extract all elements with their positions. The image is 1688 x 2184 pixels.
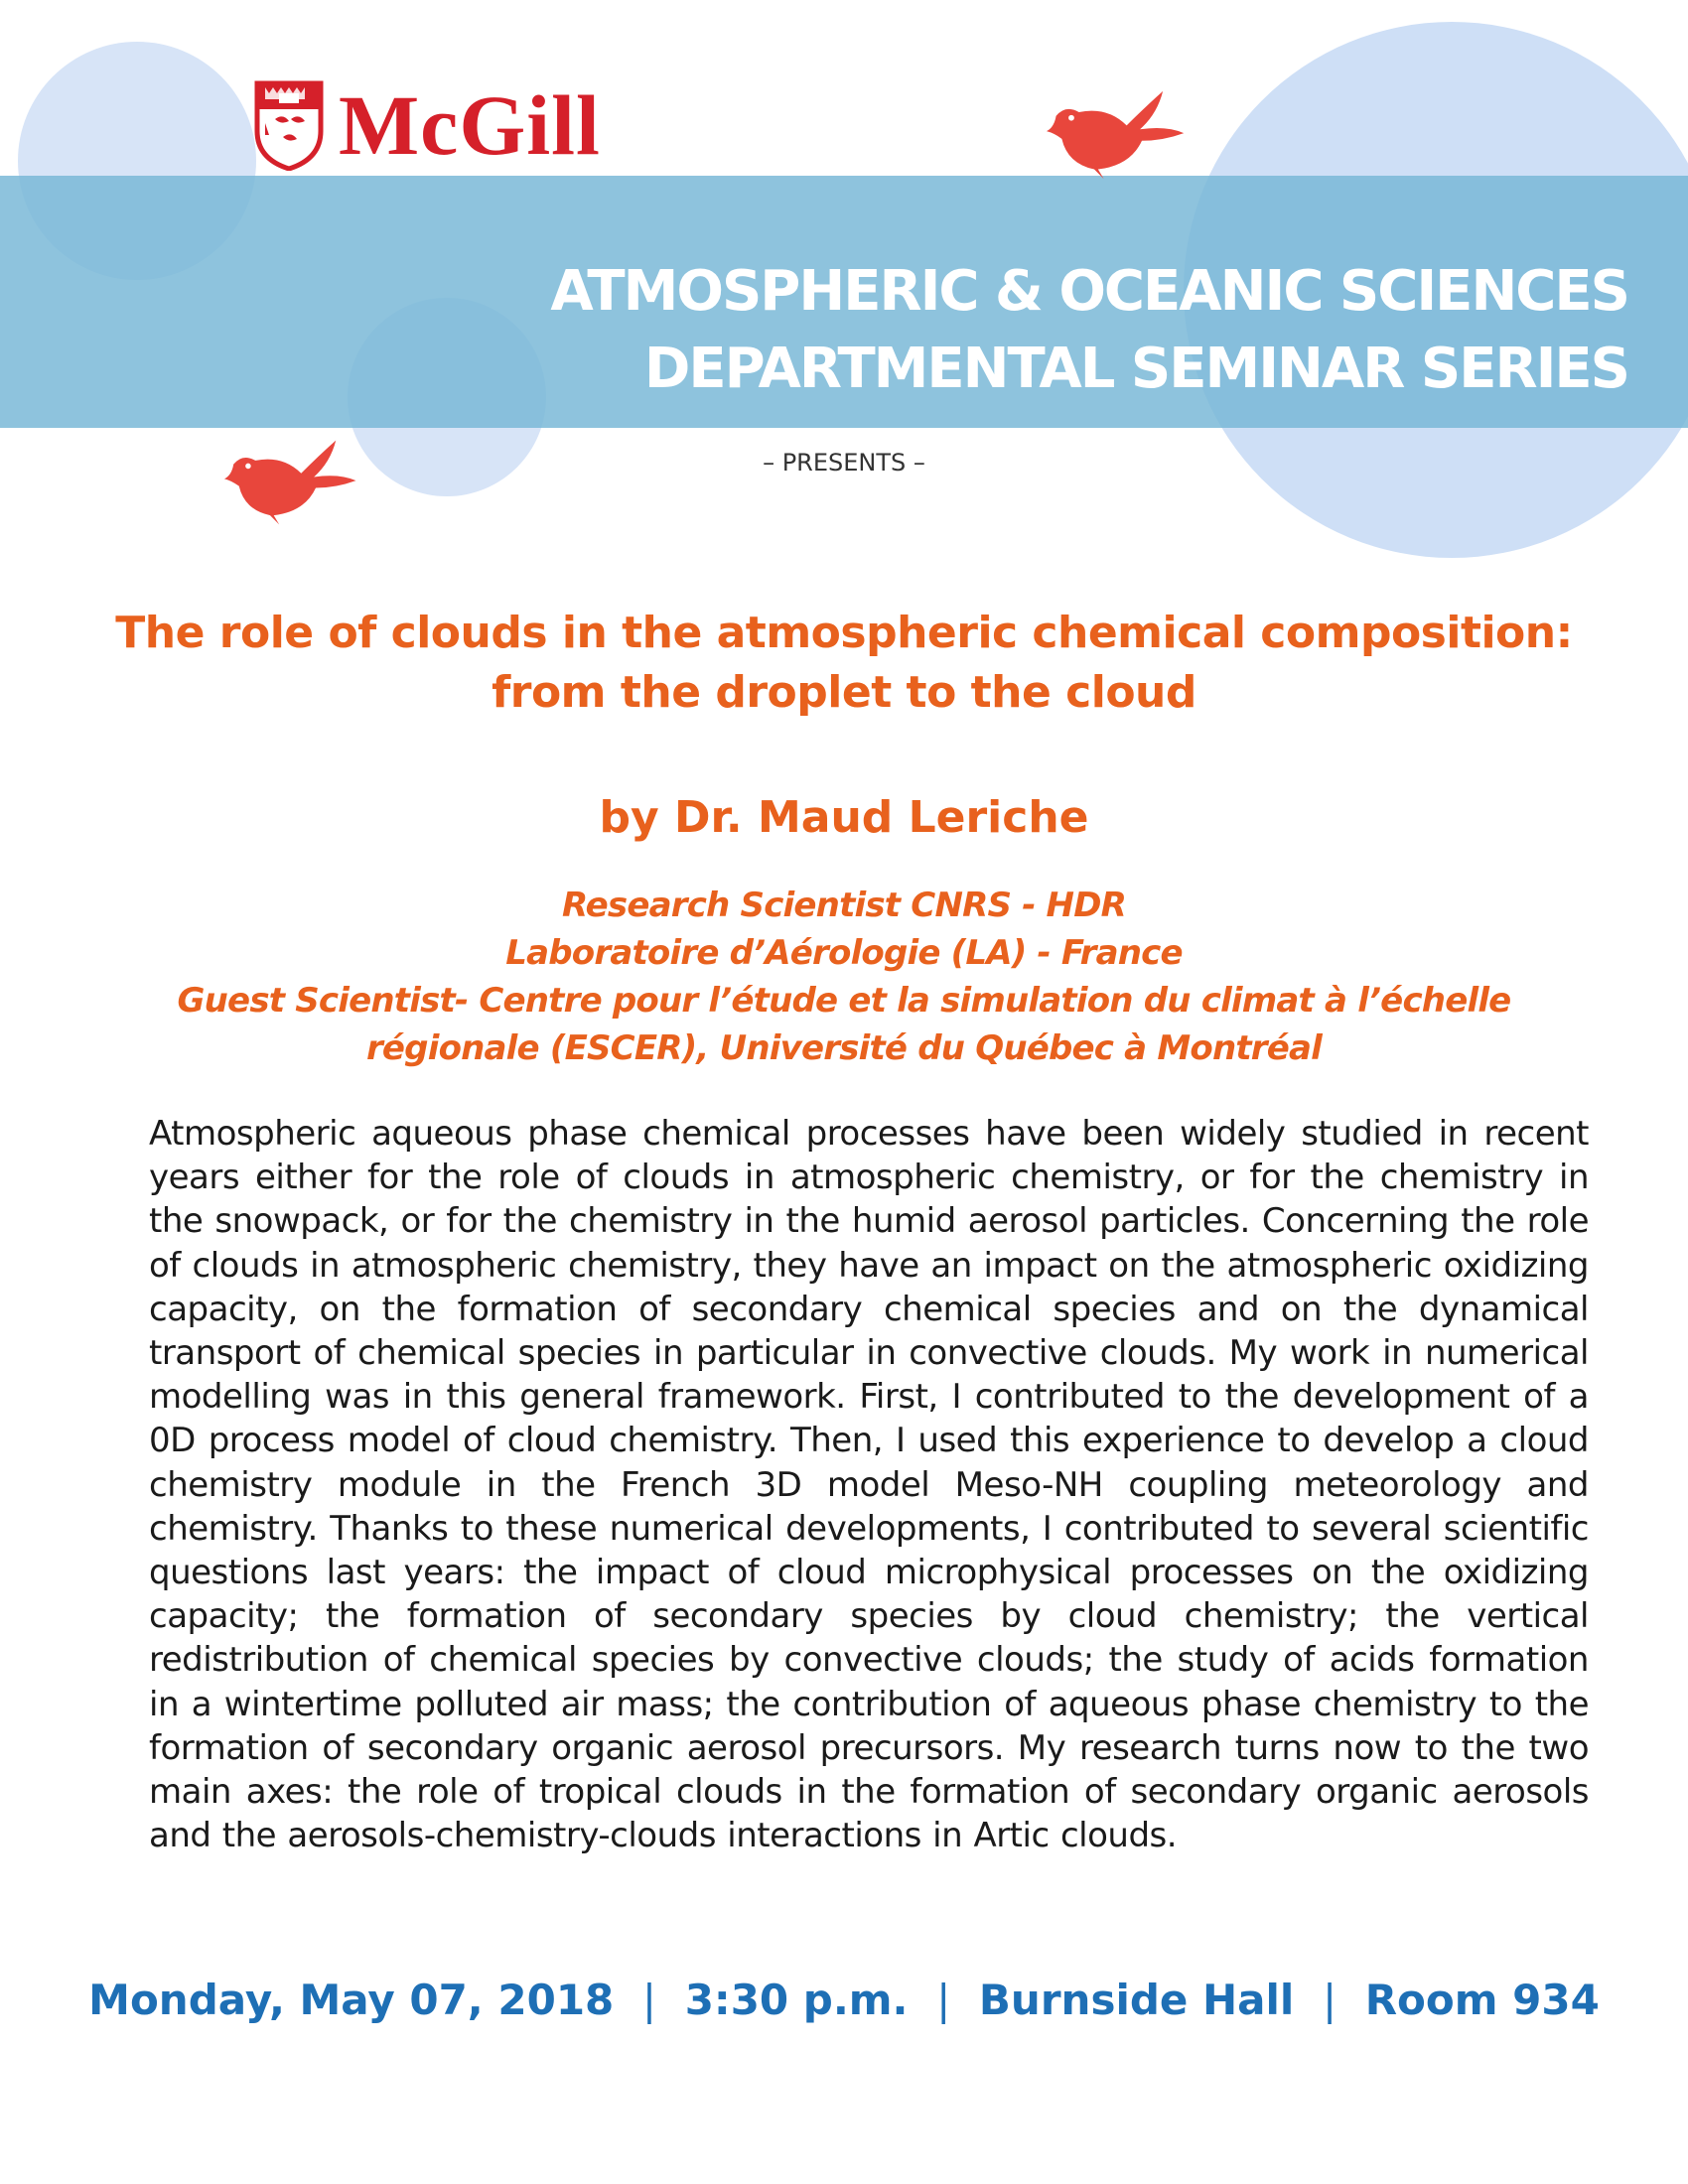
speaker-affiliation	[0, 882, 1688, 1072]
event-room: Room 934	[1364, 1976, 1600, 2024]
affiliation-line: Guest Scientist- Centre pour l’étude et la simulation du climat à l’échelle	[177, 981, 1511, 1021]
event-date: Monday, May 07, 2018	[88, 1976, 615, 2024]
affiliation-line: régionale (ESCER), Université du Québec à Montréal	[365, 1028, 1323, 1068]
talk-title-line-1: The role of clouds in the atmospheric chemical composition:	[115, 608, 1573, 658]
talk-title-line-2: from the droplet to the cloud	[492, 667, 1196, 718]
speaker-name: by Dr. Maud Leriche	[599, 792, 1089, 843]
banner-line-2: DEPARTMENTAL SEMINAR SERIES	[643, 337, 1628, 401]
separator: |	[1322, 1976, 1337, 2024]
seminar-series-title	[550, 253, 1628, 408]
separator: |	[936, 1976, 951, 2024]
presents-label: – PRESENTS –	[763, 449, 925, 477]
banner-line-1: ATMOSPHERIC & OCEANIC SCIENCES	[550, 259, 1628, 324]
event-details	[0, 1976, 1688, 2024]
affiliation-line: Research Scientist CNRS - HDR	[561, 886, 1127, 925]
mcgill-logo	[253, 79, 601, 171]
logo-text: McGill	[339, 77, 601, 173]
affiliation-line: Laboratoire d’Aérologie (LA) - France	[505, 933, 1183, 973]
event-building: Burnside Hall	[978, 1976, 1295, 2024]
event-time: 3:30 p.m.	[684, 1976, 909, 2024]
separator: |	[641, 1976, 657, 2024]
abstract-text: Atmospheric aqueous phase chemical processes have been widely studied in recent years either for the role of clouds in atmospheric chemistry, or for the chemistry in the snowpack, or for the chemistry in the humid aerosol particles. Concerning the role of clouds in atmospheric chemistry, they have an impact on the atmospheric oxidizing capacity, on the formation of secondary chemical species and on the dynamical transport of chemical species in particular in convective clouds. My work in numerical modelling was in this general framework. First, I contributed to the development of a 0D process model of cloud chemistry. Then, I used this experience to develop a cloud chemistry module in the French 3D model Meso-NH coupling meteorology and chemistry. Thanks to these numerical developments, I contributed to several scientific questions last years: the impact of cloud microphysical processes on the oxidizing capacity; the formation of secondary species by cloud chemistry; the vertical redistribution of chemical species by convective clouds; the study of acids formation in a wintertime polluted air mass; the contribution of aqueous phase chemistry to the formation of secondary organic aerosol precursors. My research turns now to the two main axes: the role of tropical clouds in the formation of secondary organic aerosols and the aerosols-chemistry-clouds interactions in Artic clouds.	[149, 1114, 1589, 1856]
mcgill-shield-icon	[253, 79, 325, 171]
red-bird-icon	[1045, 87, 1192, 183]
talk-title	[0, 604, 1688, 723]
